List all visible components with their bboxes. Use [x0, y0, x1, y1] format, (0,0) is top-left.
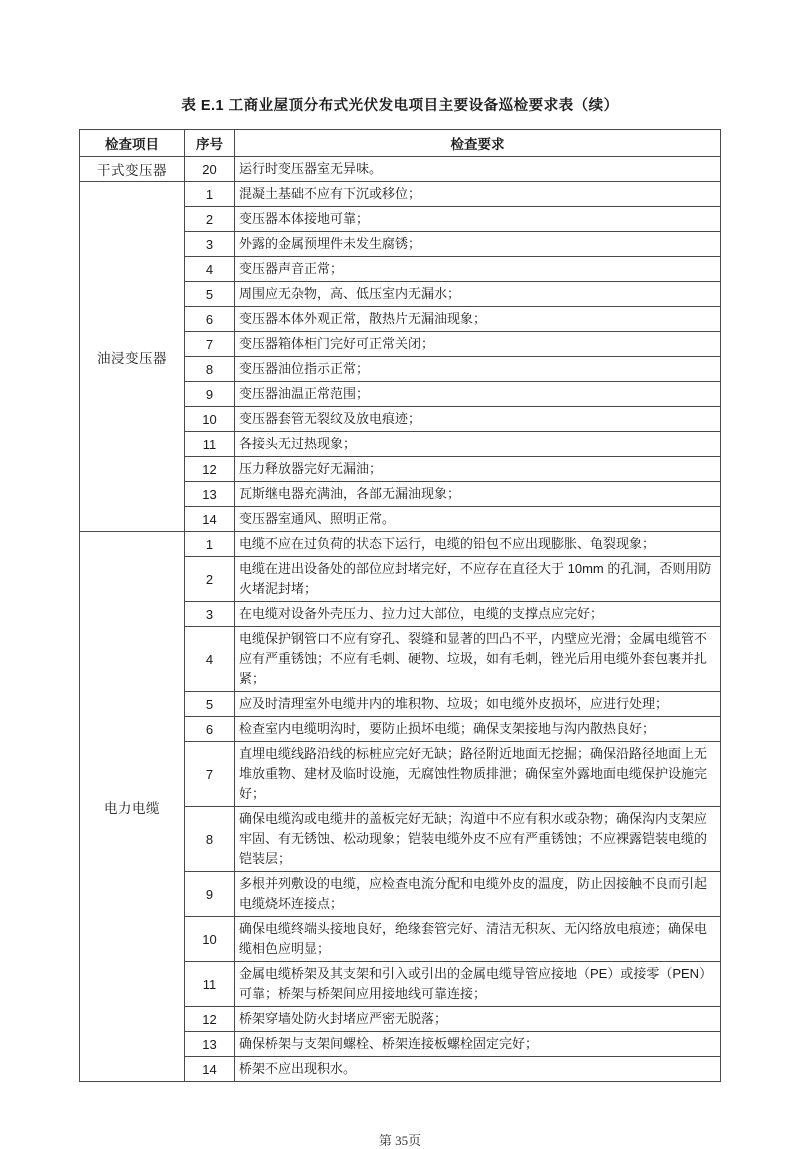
requirement-cell: 检查室内电缆明沟时，要防止损坏电缆；确保支架接地与沟内散热良好；: [235, 717, 721, 742]
requirement-cell: 变压器本体外观正常，散热片无漏油现象；: [235, 307, 721, 332]
requirement-cell: 变压器室通风、照明正常。: [235, 507, 721, 532]
serial-number-cell: 7: [185, 742, 235, 807]
requirement-cell: 瓦斯继电器充满油，各部无漏油现象；: [235, 482, 721, 507]
serial-number-cell: 14: [185, 507, 235, 532]
requirement-cell: 变压器油温正常范围；: [235, 382, 721, 407]
requirement-cell: 桥架穿墙处防火封堵应严密无脱落；: [235, 1007, 721, 1032]
table-row: [80, 182, 721, 207]
requirement-cell: 运行时变压器室无异味。: [235, 157, 721, 182]
requirement-cell: 变压器本体接地可靠；: [235, 207, 721, 232]
serial-number-cell: 9: [185, 382, 235, 407]
serial-number-cell: 8: [185, 807, 235, 872]
requirement-cell: 确保电缆沟或电缆井的盖板完好无缺；沟道中不应有积水或杂物；确保沟内支架应牢固、有无锈蚀、松动现象；铠装电缆外皮不应有严重锈蚀；不应裸露铠装电缆的铠装层；: [235, 807, 721, 872]
inspection-item-cell: 电力电缆: [80, 532, 185, 1082]
requirement-cell: 外露的金属预埋件未发生腐锈；: [235, 232, 721, 257]
requirement-cell: 电缆保护钢管口不应有穿孔、裂缝和显著的凹凸不平，内壁应光滑；金属电缆管不应有严重锈蚀；不应有毛刺、硬物、垃圾，如有毛刺，锉光后用电缆外套包裹并扎紧；: [235, 627, 721, 692]
requirement-cell: 确保桥架与支架间螺栓、桥架连接板螺栓固定完好；: [235, 1032, 721, 1057]
serial-number-cell: 10: [185, 917, 235, 962]
serial-number-cell: 20: [185, 157, 235, 182]
col-header-serial-number: 序号: [185, 130, 235, 157]
requirement-cell: 变压器声音正常；: [235, 257, 721, 282]
requirement-cell: 各接头无过热现象；: [235, 432, 721, 457]
requirement-cell: 应及时清理室外电缆井内的堆积物、垃圾；如电缆外皮损坏，应进行处理；: [235, 692, 721, 717]
serial-number-cell: 7: [185, 332, 235, 357]
serial-number-cell: 8: [185, 357, 235, 382]
serial-number-cell: 6: [185, 307, 235, 332]
requirement-cell: 混凝土基础不应有下沉或移位；: [235, 182, 721, 207]
serial-number-cell: 14: [185, 1057, 235, 1082]
requirement-cell: 直埋电缆线路沿线的标桩应完好无缺；路径附近地面无挖掘；确保沿路径地面上无堆放重物、建材及临时设施，无腐蚀性物质排泄；确保室外露地面电缆保护设施完好；: [235, 742, 721, 807]
inspection-item-cell: 油浸变压器: [80, 182, 185, 532]
serial-number-cell: 10: [185, 407, 235, 432]
serial-number-cell: 6: [185, 717, 235, 742]
page-number: 第 35页: [378, 1133, 422, 1148]
requirement-cell: 桥架不应出现积水。: [235, 1057, 721, 1082]
requirement-cell: 变压器套管无裂纹及放电痕迹；: [235, 407, 721, 432]
col-header-inspection-requirement: 检查要求: [235, 130, 721, 157]
serial-number-cell: 5: [185, 692, 235, 717]
serial-number-cell: 3: [185, 602, 235, 627]
serial-number-cell: 1: [185, 532, 235, 557]
requirement-cell: 在电缆对设备外壳压力、拉力过大部位，电缆的支撑点应完好；: [235, 602, 721, 627]
col-header-inspection-item: 检查项目: [80, 130, 185, 157]
requirement-cell: 变压器箱体柜门完好可正常关闭；: [235, 332, 721, 357]
table-header: [80, 130, 721, 157]
serial-number-cell: 13: [185, 482, 235, 507]
serial-number-cell: 11: [185, 962, 235, 1007]
table-title: 表 E.1 工商业屋顶分布式光伏发电项目主要设备巡检要求表（续）: [181, 98, 619, 114]
requirement-cell: 多根并列敷设的电缆，应检查电流分配和电缆外皮的温度，防止因接触不良而引起电缆烧坏连接点；: [235, 872, 721, 917]
table-row: [80, 157, 721, 182]
header-row: [80, 130, 721, 157]
requirement-cell: 金属电缆桥架及其支架和引入或引出的金属电缆导管应接地（PE）或接零（PEN）可靠；桥架与桥架间应用接地线可靠连接；: [235, 962, 721, 1007]
requirement-cell: 电缆不应在过负荷的状态下运行，电缆的铅包不应出现膨胀、龟裂现象；: [235, 532, 721, 557]
serial-number-cell: 9: [185, 872, 235, 917]
serial-number-cell: 11: [185, 432, 235, 457]
serial-number-cell: 2: [185, 557, 235, 602]
requirement-cell: 周围应无杂物，高、低压室内无漏水；: [235, 282, 721, 307]
serial-number-cell: 13: [185, 1032, 235, 1057]
table-row: [80, 532, 721, 557]
serial-number-cell: 12: [185, 1007, 235, 1032]
serial-number-cell: 12: [185, 457, 235, 482]
serial-number-cell: 5: [185, 282, 235, 307]
inspection-table: [79, 129, 721, 1082]
serial-number-cell: 2: [185, 207, 235, 232]
requirement-cell: 电缆在进出设备处的部位应封堵完好，不应存在直径大于 10mm 的孔洞，否则用防火堵泥封堵；: [235, 557, 721, 602]
inspection-item-cell: 干式变压器: [80, 157, 185, 182]
requirement-cell: 确保电缆终端头接地良好，绝缘套管完好、清洁无积灰、无闪络放电痕迹；确保电缆相色应明显；: [235, 917, 721, 962]
serial-number-cell: 4: [185, 627, 235, 692]
serial-number-cell: 1: [185, 182, 235, 207]
requirement-cell: 压力释放器完好无漏油；: [235, 457, 721, 482]
table-body: [80, 157, 721, 1082]
serial-number-cell: 3: [185, 232, 235, 257]
serial-number-cell: 4: [185, 257, 235, 282]
requirement-cell: 变压器油位指示正常；: [235, 357, 721, 382]
